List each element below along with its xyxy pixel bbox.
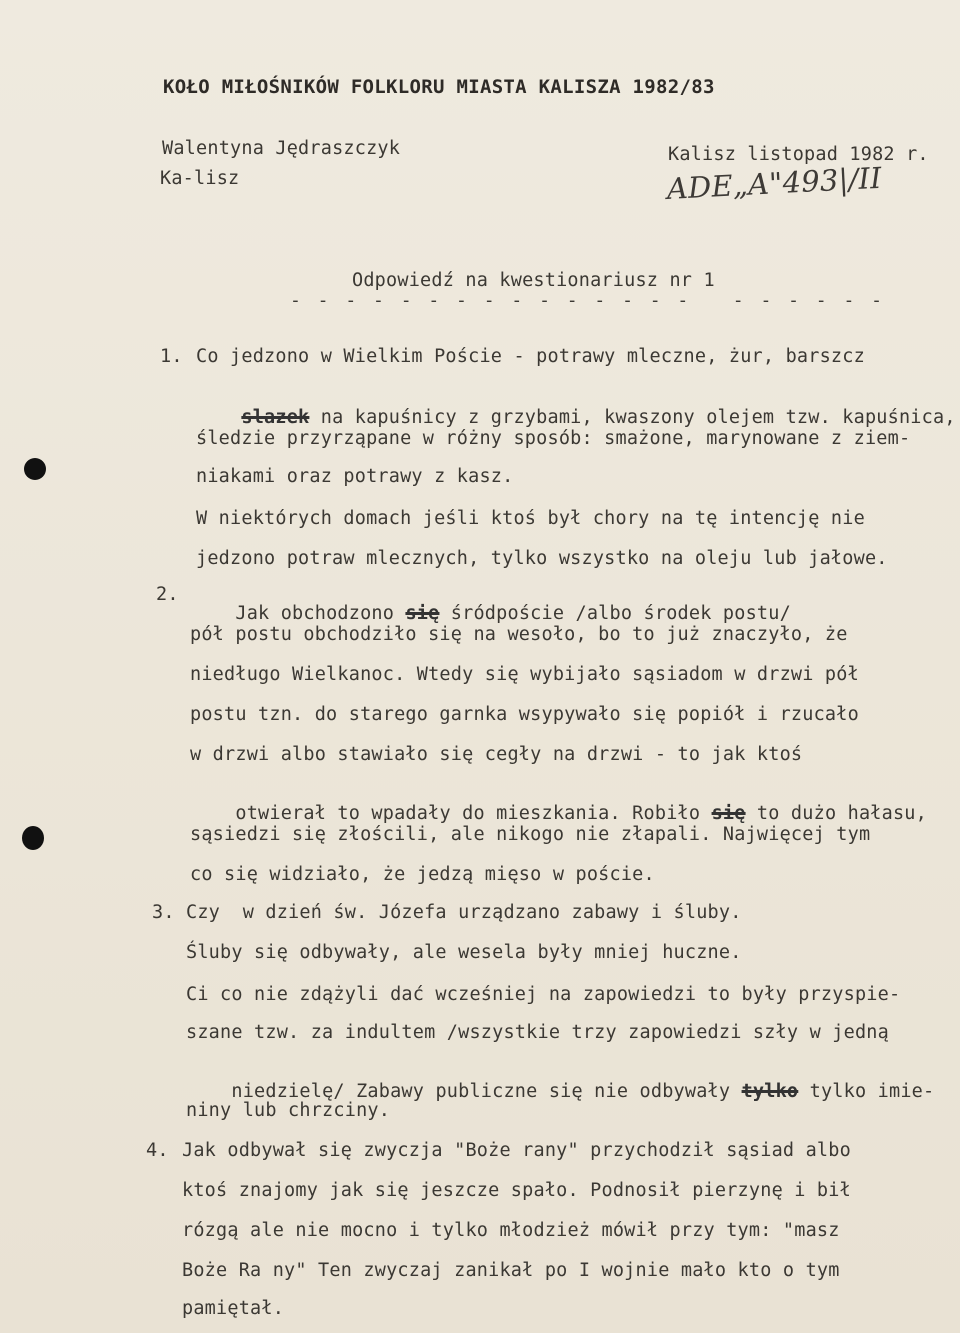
struck-word: tylko bbox=[741, 1080, 799, 1102]
section-3-line-4: szane tzw. za indultem /wszystkie trzy zapowiedzi szły w jedną bbox=[186, 1022, 889, 1043]
punch-hole-lower bbox=[22, 826, 44, 850]
section-3-line-2: Śluby się odbywały, ale wesela były mniej huczne. bbox=[186, 942, 742, 963]
title-underline: - - - - - - - - - - - - - - - - - - - - - bbox=[290, 290, 885, 311]
section-2-number: 2. bbox=[156, 584, 179, 605]
author-name: Walentyna Jędraszczyk bbox=[162, 138, 401, 159]
section-3-line-6: niny lub chrzciny. bbox=[186, 1100, 391, 1121]
section-1-line-6: jedzono potraw mlecznych, tylko wszystko na oleju lub jałowe. bbox=[196, 548, 888, 569]
section-2-line-7: sąsiedzi się złościli, ale nikogo nie złapali. Najwięcej tym bbox=[190, 824, 871, 845]
organization-header: KOŁO MIŁOŚNIKÓW FOLKLORU MIASTA KALISZA 1982/83 bbox=[163, 76, 715, 98]
section-3-line-5-before: niedzielę/ Zabawy publiczne się nie odbywały bbox=[231, 1080, 742, 1102]
section-3-number: 3. bbox=[152, 902, 175, 923]
section-2-line-3: niedługo Wielkanoc. Wtedy się wybijało sąsiadom w drzwi pół bbox=[190, 664, 859, 685]
section-4-line-3: rózgą ale nie mocno i tylko młodzież mówił przy tym: "masz bbox=[182, 1220, 840, 1241]
section-4-line-4: Boże Ra ny" Ten zwyczaj zanikał po I wojnie mało kto o tym bbox=[182, 1260, 840, 1281]
document-title: Odpowiedź na kwestionariusz nr 1 bbox=[352, 270, 715, 291]
section-3-line-5-after: tylko imie- bbox=[798, 1080, 935, 1102]
section-1-line-2-text: na kapuśnicy z grzybami, kwaszony olejem tzw. kapuśnica, bbox=[309, 406, 956, 428]
section-2-line-1-after: śródpoście /albo środek postu/ bbox=[439, 602, 791, 624]
section-2-line-2: pół postu obchodziło się na wesoło, bo to już znaczyło, że bbox=[190, 624, 848, 645]
place-date: Kalisz listopad 1982 r. bbox=[668, 144, 929, 165]
section-3-line-1: Czy w dzień św. Józefa urządzano zabawy i śluby. bbox=[186, 902, 742, 923]
struck-word: się bbox=[405, 602, 440, 624]
struck-word: slazek bbox=[241, 406, 310, 428]
section-1-number: 1. bbox=[160, 346, 183, 367]
section-2-line-6-before: otwierał to wpadały do mieszkania. Robiło bbox=[235, 802, 712, 824]
section-4-line-1: Jak odbywał się zwyczja "Boże rany" przychodził sąsiad albo bbox=[182, 1140, 851, 1161]
struck-word: się bbox=[711, 802, 746, 824]
section-3-line-3: Ci co nie zdążyli dać wcześniej na zapowiedzi to były przyspie- bbox=[186, 984, 901, 1005]
section-4-line-5: pamiętał. bbox=[182, 1298, 285, 1319]
handwritten-archive-signature: ADE„A"493|/II bbox=[666, 160, 883, 206]
author-city: Ka-lisz bbox=[160, 168, 240, 189]
section-2-line-5: w drzwi albo stawiało się cegły na drzwi - to jak ktoś bbox=[190, 744, 803, 765]
section-1-line-3: śledzie przyrząpane w różny sposób: smażone, marynowane z ziem- bbox=[196, 428, 911, 449]
section-2-line-1-before: Jak obchodzono bbox=[235, 602, 406, 624]
section-2-line-8: co się widziało, że jedzą mięso w poście. bbox=[190, 864, 655, 885]
section-4-line-2: ktoś znajomy jak się jeszcze spało. Podnosił pierzynę i bił bbox=[182, 1180, 851, 1201]
section-1-line-1: Co jedzono w Wielkim Poście - potrawy mleczne, żur, barszcz bbox=[196, 346, 865, 367]
section-1-line-5: W niektórych domach jeśli ktoś był chory na tę intencję nie bbox=[196, 508, 865, 529]
section-2-line-4: postu tzn. do starego garnka wsypywało się popiół i rzucało bbox=[190, 704, 859, 725]
punch-hole-upper bbox=[24, 458, 46, 480]
section-4-number: 4. bbox=[146, 1140, 169, 1161]
section-2-line-6-after: to dużo hałasu, bbox=[745, 802, 927, 824]
section-1-line-4: niakami oraz potrawy z kasz. bbox=[196, 466, 514, 487]
